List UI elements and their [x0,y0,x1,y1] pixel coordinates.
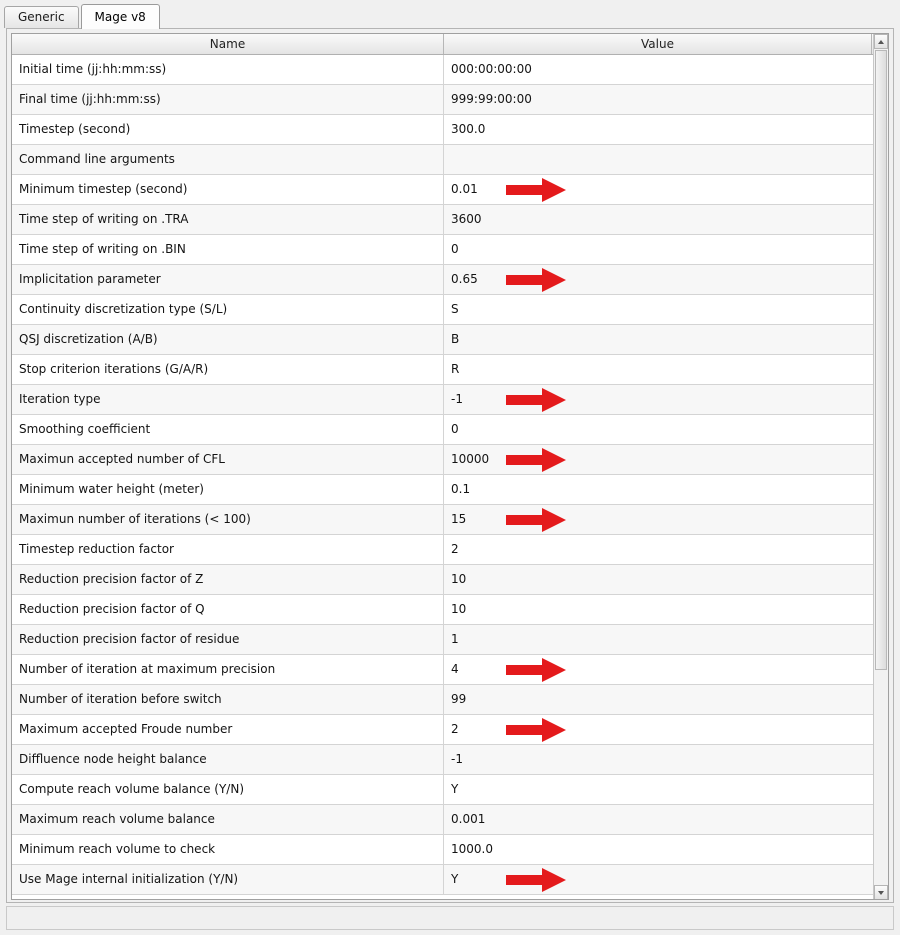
parameter-name-cell: Reduction precision factor of Q [12,595,444,624]
parameter-name-cell: Reduction precision factor of residue [12,625,444,654]
table-row[interactable] [12,475,873,505]
table-row[interactable] [12,865,873,895]
parameter-value-text: 0 [451,422,459,436]
tab-bar [0,0,900,27]
parameter-value-text: 999:99:00:00 [451,92,532,106]
parameter-name-cell: Time step of writing on .TRA [12,205,444,234]
table-row[interactable] [12,295,873,325]
parameters-panel [6,28,894,903]
table-row[interactable] [12,685,873,715]
table-row[interactable] [12,145,873,175]
table-row[interactable] [12,55,873,85]
parameter-value-text: 0.01 [451,182,478,196]
table-row[interactable] [12,445,873,475]
parameter-value-cell[interactable] [444,625,873,654]
parameter-value-text: 4 [451,662,459,676]
parameter-name-cell: Minimum timestep (second) [12,175,444,204]
parameter-value-cell[interactable] [444,205,873,234]
parameter-name-cell: Diffluence node height balance [12,745,444,774]
parameter-value-cell[interactable] [444,145,873,174]
parameter-name-cell: Iteration type [12,385,444,414]
parameter-name-cell: Number of iteration at maximum precision [12,655,444,684]
table-row[interactable] [12,715,873,745]
parameter-name-cell: Reduction precision factor of Z [12,565,444,594]
parameter-value-cell[interactable] [444,565,873,594]
parameter-value-cell[interactable] [444,685,873,714]
parameter-name-cell: Time step of writing on .BIN [12,235,444,264]
parameter-value-cell[interactable] [444,265,873,294]
parameter-name-cell: Compute reach volume balance (Y/N) [12,775,444,804]
table-row[interactable] [12,355,873,385]
parameter-value-text: 10 [451,572,467,586]
parameter-value-text: 0 [451,242,459,256]
parameter-value-cell[interactable] [444,295,873,324]
annotation-arrow-icon [504,657,566,683]
column-header-value[interactable]: Value [444,34,872,54]
table-header [12,34,888,55]
parameter-value-text: 10000 [451,452,490,466]
parameter-name-cell: Timestep reduction factor [12,535,444,564]
annotation-arrow-icon [504,447,566,473]
parameter-value-cell[interactable] [444,55,873,84]
scroll-down-button[interactable] [874,885,888,900]
bottom-strip [6,906,894,930]
parameter-name-cell: Stop criterion iterations (G/A/R) [12,355,444,384]
annotation-arrow-icon [504,867,566,893]
table-row[interactable] [12,325,873,355]
parameter-value-text: S [451,302,459,316]
chevron-down-icon [878,891,884,895]
parameter-value-cell[interactable] [444,865,873,894]
parameter-name-cell: Initial time (jj:hh:mm:ss) [12,55,444,84]
parameter-value-cell[interactable] [444,775,873,804]
table-row[interactable] [12,775,873,805]
parameter-value-text: 0.1 [451,482,471,496]
parameter-value-text: 1000.0 [451,842,493,856]
parameter-name-cell: Maximun number of iterations (< 100) [12,505,444,534]
parameter-name-cell: Minimum reach volume to check [12,835,444,864]
parameter-name-cell: Number of iteration before switch [12,685,444,714]
parameter-name-cell: Maximun accepted number of CFL [12,445,444,474]
table-row[interactable] [12,85,873,115]
parameter-value-cell[interactable] [444,715,873,744]
parameter-name-cell: Implicitation parameter [12,265,444,294]
table-row[interactable] [12,415,873,445]
table-row[interactable] [12,205,873,235]
annotation-arrow-icon [504,717,566,743]
parameter-value-cell[interactable] [444,115,873,144]
parameter-value-cell[interactable] [444,475,873,504]
parameter-value-cell[interactable] [444,325,873,354]
scrollbar-thumb[interactable] [875,50,887,670]
parameter-value-text: 0.001 [451,812,486,826]
parameter-value-cell[interactable] [444,535,873,564]
vertical-scrollbar[interactable] [873,34,888,900]
table-row[interactable] [12,625,873,655]
parameter-value-text: 0.65 [451,272,478,286]
parameter-value-cell[interactable] [444,655,873,684]
table-row[interactable] [12,115,873,145]
annotation-arrow-icon [504,507,566,533]
parameter-name-cell: Final time (jj:hh:mm:ss) [12,85,444,114]
parameter-name-cell: QSJ discretization (A/B) [12,325,444,354]
parameter-value-text: 000:00:00:00 [451,62,532,76]
annotation-arrow-icon [504,177,566,203]
annotation-arrow-icon [504,267,566,293]
parameter-name-cell: Command line arguments [12,145,444,174]
parameter-name-cell: Maximum accepted Froude number [12,715,444,744]
annotation-arrow-icon [504,387,566,413]
parameter-value-text: 2 [451,722,459,736]
parameter-name-cell: Continuity discretization type (S/L) [12,295,444,324]
parameter-value-text: 1 [451,632,459,646]
table-row[interactable] [12,265,873,295]
parameter-name-cell: Timestep (second) [12,115,444,144]
parameter-value-text: B [451,332,460,346]
parameter-value-text: R [451,362,460,376]
parameter-value-text: -1 [451,752,463,766]
parameter-value-cell[interactable] [444,595,873,624]
parameter-value-cell[interactable] [444,385,873,414]
table-row[interactable] [12,385,873,415]
parameter-value-cell[interactable] [444,235,873,264]
parameter-value-cell[interactable] [444,355,873,384]
parameter-name-cell: Minimum water height (meter) [12,475,444,504]
tab-generic[interactable]: Generic [4,6,79,28]
tab-mage-v8[interactable]: Mage v8 [81,4,160,29]
table-row[interactable] [12,835,873,865]
parameter-value-cell[interactable] [444,175,873,204]
column-header-name[interactable]: Name [12,34,444,54]
parameter-value-cell[interactable] [444,415,873,444]
parameter-value-cell[interactable] [444,445,873,474]
scroll-up-button[interactable] [874,34,888,49]
parameters-table [11,33,889,900]
parameter-value-cell[interactable] [444,85,873,114]
parameter-value-text: Y [451,872,459,886]
parameter-value-text: 15 [451,512,467,526]
table-row[interactable] [12,655,873,685]
chevron-up-icon [878,40,884,44]
table-row[interactable] [12,745,873,775]
table-body [12,55,873,900]
table-row[interactable] [12,235,873,265]
parameter-value-cell[interactable] [444,835,873,864]
parameter-value-cell[interactable] [444,745,873,774]
parameter-value-text: -1 [451,392,463,406]
parameter-value-text: 2 [451,542,459,556]
parameter-value-text: 99 [451,692,467,706]
parameter-value-cell[interactable] [444,505,873,534]
parameter-name-cell: Smoothing coefficient [12,415,444,444]
parameter-name-cell: Use Mage internal initialization (Y/N) [12,865,444,894]
table-row[interactable] [12,805,873,835]
parameter-value-text: 3600 [451,212,482,226]
parameter-value-text: 10 [451,602,467,616]
parameter-name-cell: Maximum reach volume balance [12,805,444,834]
table-row[interactable] [12,535,873,565]
table-row[interactable] [12,175,873,205]
table-row[interactable] [12,595,873,625]
table-row[interactable] [12,505,873,535]
parameter-value-text: Y [451,782,459,796]
table-row[interactable] [12,565,873,595]
parameter-value-cell[interactable] [444,805,873,834]
parameter-value-text: 300.0 [451,122,486,136]
